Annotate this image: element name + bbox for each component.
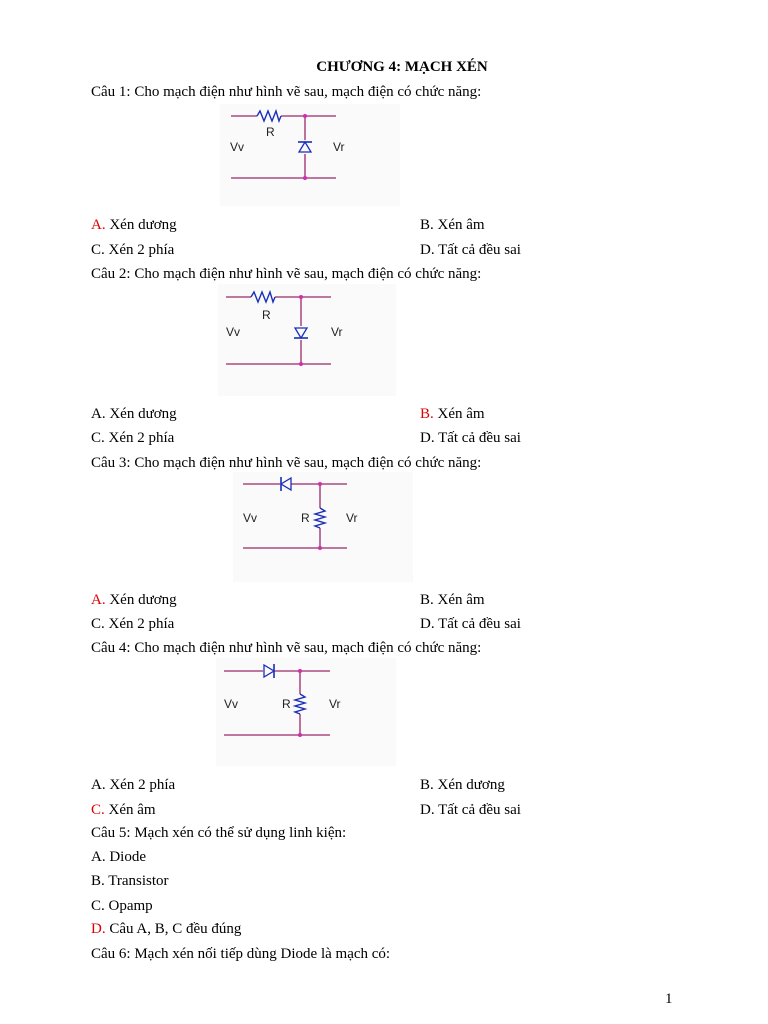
q3-option-a: [91, 591, 177, 609]
vin-label: Vv: [226, 325, 241, 339]
q3-option-c: [91, 615, 174, 633]
option-text: Xén 2 phía: [104, 242, 175, 258]
vout-label: Vr: [331, 325, 343, 339]
circuit-diagram-3: [233, 472, 413, 582]
question-6-text: Câu 6: Mạch xén nối tiếp dùng Diode là mạch có:: [91, 946, 391, 962]
option-letter: C.: [91, 898, 105, 914]
option-letter: D.: [420, 430, 435, 446]
resistor-label: R: [266, 125, 275, 139]
option-letter: A.: [91, 217, 106, 233]
question-3-text: Câu 3: Cho mạch điện như hình vẽ sau, mạch điện có chức năng:: [91, 455, 482, 471]
circuit-diagram-2: [218, 284, 396, 396]
vin-label: Vv: [224, 697, 239, 711]
option-text: Diode: [105, 849, 147, 865]
option-letter: A.: [91, 592, 106, 608]
option-text: Tất cả đều sai: [434, 430, 521, 446]
question-5-text: Câu 5: Mạch xén có thể sử dụng linh kiện:: [91, 825, 347, 841]
q4-option-c: [91, 801, 156, 819]
option-letter: D.: [420, 802, 435, 818]
option-text: Xén âm: [433, 217, 485, 233]
option-letter: D.: [420, 242, 435, 258]
question-1-text: Câu 1: Cho mạch điện như hình vẽ sau, mạch điện có chức năng:: [91, 84, 482, 100]
q2-option-b: [420, 405, 485, 423]
q1-option-c: [91, 241, 174, 259]
vout-label: Vr: [333, 140, 345, 154]
q5-option-c: [91, 897, 153, 915]
option-letter: D.: [420, 616, 435, 632]
option-text: Xén 2 phía: [105, 777, 176, 793]
vout-label: Vr: [329, 697, 341, 711]
q2-option-c: [91, 429, 174, 447]
resistor-label: R: [262, 308, 271, 322]
q5-option-b: [91, 872, 169, 890]
chapter-title: CHƯƠNG 4: MẠCH XÉN: [316, 59, 488, 75]
page-number: 1: [665, 991, 673, 1007]
vin-label: Vv: [243, 511, 258, 525]
q1-option-a: [91, 216, 177, 234]
option-text: Câu A, B, C đều đúng: [105, 921, 242, 937]
option-letter: C.: [91, 616, 105, 632]
option-text: Opamp: [104, 898, 153, 914]
option-letter: B.: [420, 406, 434, 422]
q2-option-d: [420, 429, 521, 447]
option-text: Xén âm: [433, 592, 485, 608]
option-text: Xén dương: [433, 777, 505, 793]
option-text: Xén 2 phía: [104, 430, 175, 446]
option-letter: B.: [420, 777, 434, 793]
resistor-label: R: [301, 511, 310, 525]
q3-option-b: [420, 591, 485, 609]
circuit-diagram-1: [220, 104, 400, 206]
q5-option-a: [91, 848, 146, 866]
option-letter: A.: [91, 849, 106, 865]
resistor-label: R: [282, 697, 291, 711]
q4-option-b: [420, 776, 505, 794]
vout-label: Vr: [346, 511, 358, 525]
q1-option-b: [420, 216, 485, 234]
q2-option-a: [91, 405, 177, 423]
vin-label: Vv: [230, 140, 245, 154]
option-text: Tất cả đều sai: [434, 242, 521, 258]
option-text: Xén dương: [105, 406, 177, 422]
option-text: Xén âm: [433, 406, 485, 422]
option-letter: D.: [91, 921, 106, 937]
option-letter: C.: [91, 430, 105, 446]
option-text: Tất cả đều sai: [434, 616, 521, 632]
q4-option-a: [91, 776, 175, 794]
option-text: Tất cả đều sai: [434, 802, 521, 818]
option-letter: A.: [91, 777, 106, 793]
option-text: Xén dương: [105, 217, 177, 233]
option-letter: C.: [91, 802, 105, 818]
q1-option-d: [420, 241, 521, 259]
option-letter: B.: [420, 217, 434, 233]
option-text: Xén âm: [104, 802, 156, 818]
option-letter: B.: [420, 592, 434, 608]
option-text: Transistor: [104, 873, 169, 889]
question-4-text: Câu 4: Cho mạch điện như hình vẽ sau, mạch điện có chức năng:: [91, 640, 482, 656]
circuit-diagram-4: [216, 658, 396, 766]
option-text: Xén 2 phía: [104, 616, 175, 632]
question-2-text: Câu 2: Cho mạch điện như hình vẽ sau, mạch điện có chức năng:: [91, 266, 482, 282]
option-letter: C.: [91, 242, 105, 258]
option-text: Xén dương: [105, 592, 177, 608]
q5-option-d: [91, 920, 241, 938]
option-letter: B.: [91, 873, 105, 889]
q4-option-d: [420, 801, 521, 819]
q3-option-d: [420, 615, 521, 633]
option-letter: A.: [91, 406, 106, 422]
